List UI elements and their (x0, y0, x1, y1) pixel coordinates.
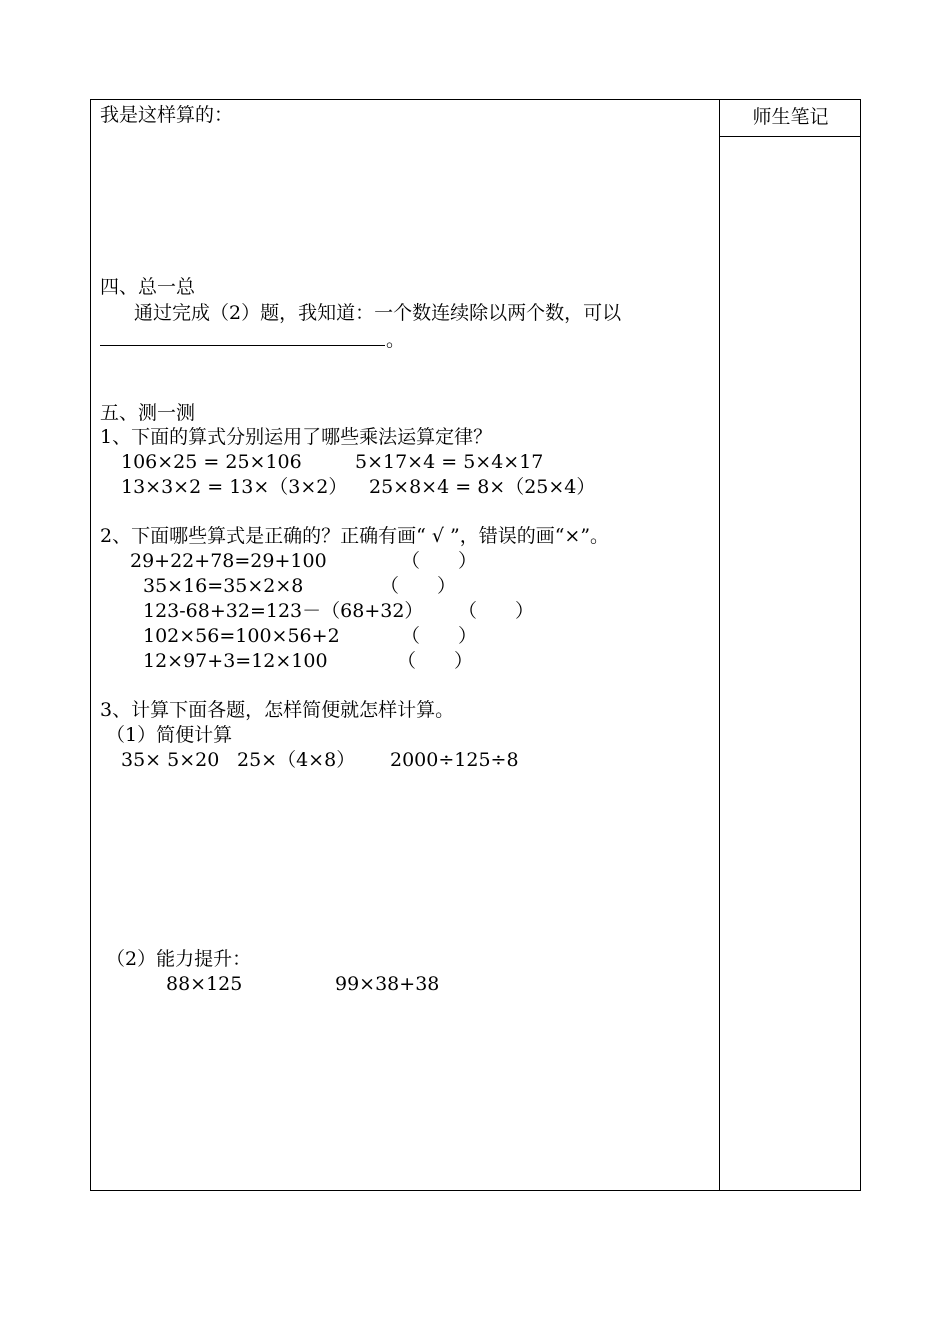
q3-prompt: 3、计算下面各题，怎样简便就怎样计算。 (100, 699, 455, 721)
q2-item: 12×97+3=12×100 (143, 650, 328, 672)
q3-part2-item: 99×38+38 (335, 973, 440, 995)
q2-answer-paren: （ ） (458, 600, 535, 622)
q3-part1-item: 25×（4×8） (237, 749, 356, 771)
q2-answer-paren: （ ） (401, 625, 478, 647)
section4-end-mark: 。 (386, 329, 406, 351)
q3-part1-item: 2000÷125÷8 (390, 749, 519, 771)
q1-item: 25×8×4 = 8×（25×4） (369, 476, 596, 498)
q1-item: 13×3×2 = 13×（3×2） (121, 476, 348, 498)
section4-line: 通过完成（2）题，我知道：一个数连续除以两个数，可以 (134, 302, 622, 324)
q3-part2-title: （2）能力提升： (106, 948, 252, 970)
q2-answer-paren: （ ） (401, 550, 478, 572)
q3-part2-item: 88×125 (166, 973, 243, 995)
q1-item: 106×25 = 25×106 (121, 451, 302, 473)
q2-item: 102×56=100×56+2 (143, 625, 340, 647)
q2-answer-paren: （ ） (380, 575, 457, 597)
q2-item: 29+22+78=29+100 (130, 550, 327, 572)
q3-part1-item: 35× 5×20 (121, 749, 220, 771)
q1-item: 5×17×4 = 5×4×17 (355, 451, 544, 473)
section4-title: 四、总一总 (100, 276, 196, 298)
q2-prompt: 2、下面哪些算式是正确的？正确有画“ √ ”，错误的画“×”。 (100, 525, 610, 547)
notes-header-divider (719, 136, 861, 137)
answer-blank-line (100, 345, 385, 346)
notes-column-header: 师生笔记 (752, 106, 829, 128)
q1-prompt: 1、下面的算式分别运用了哪些乘法运算定律？ (100, 426, 493, 448)
q2-item: 35×16=35×2×8 (143, 575, 304, 597)
q2-item: 123-68+32=123－（68+32） (143, 600, 424, 622)
q3-part1-title: （1）简便计算 (106, 724, 233, 746)
column-divider (719, 99, 720, 1191)
q2-answer-paren: （ ） (397, 650, 474, 672)
intro-text: 我是这样算的： (100, 104, 234, 126)
section5-title: 五、测一测 (100, 402, 196, 424)
